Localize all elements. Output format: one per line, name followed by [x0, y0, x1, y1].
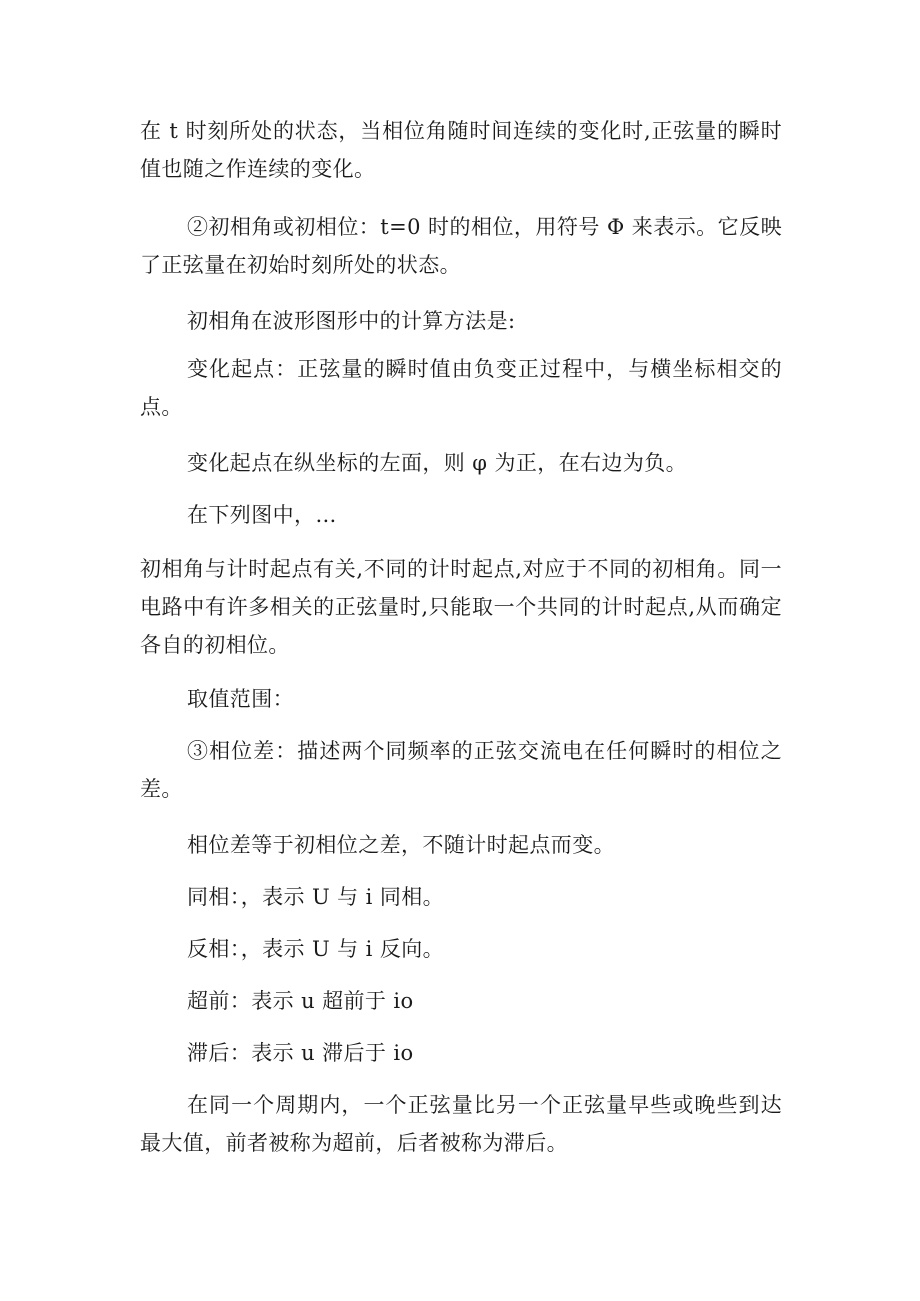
paragraph-lead-lag-definition: 在同一个周期内，一个正弦量比另一个正弦量早些或晚些到达最大值，前者被称为超前，后者被称为滞后。 [140, 1093, 782, 1155]
paragraph-initial-phase: ②初相角或初相位：t=0 时的相位，用符号 Φ 来表示。它反映了正弦量在初始时刻所处的状态。 [140, 215, 782, 277]
paragraph-calc-method: 初相角在波形图形中的计算方法是: [187, 309, 516, 333]
paragraph-anti-phase: 反相：，表示 U 与 i 反向。 [187, 937, 445, 961]
paragraph-change-start: 变化起点：正弦量的瞬时值由负变正过程中，与横坐标相交的点。 [140, 357, 782, 419]
paragraph-phase-difference: ③相位差：描述两个同频率的正弦交流电在任何瞬时的相位之差。 [140, 739, 782, 801]
paragraph-figure-ref: 在下列图中，… [187, 503, 337, 527]
paragraph-difference-rule: 相位差等于初相位之差，不随计时起点而变。 [187, 833, 615, 857]
paragraph-lagging: 滞后：表示 u 滞后于 io [187, 1041, 414, 1065]
paragraph-phase-state: 在 t 时刻所处的状态，当相位角随时间连续的变化时,正弦量的瞬时值也随之作连续的变化。 [140, 119, 782, 181]
paragraph-in-phase: 同相：，表示 U 与 i 同相。 [187, 885, 445, 909]
paragraph-sign-rule: 变化起点在纵坐标的左面，则 φ 为正，在右边为负。 [187, 451, 688, 475]
paragraph-timing-origin: 初相角与计时起点有关,不同的计时起点,对应于不同的初相角。同一电路中有许多相关的正弦量时,只能取一个共同的计时起点,从而确定各自的初相位。 [140, 557, 782, 657]
paragraph-leading: 超前：表示 u 超前于 io [187, 989, 414, 1013]
paragraph-value-range: 取值范围： [187, 687, 294, 711]
